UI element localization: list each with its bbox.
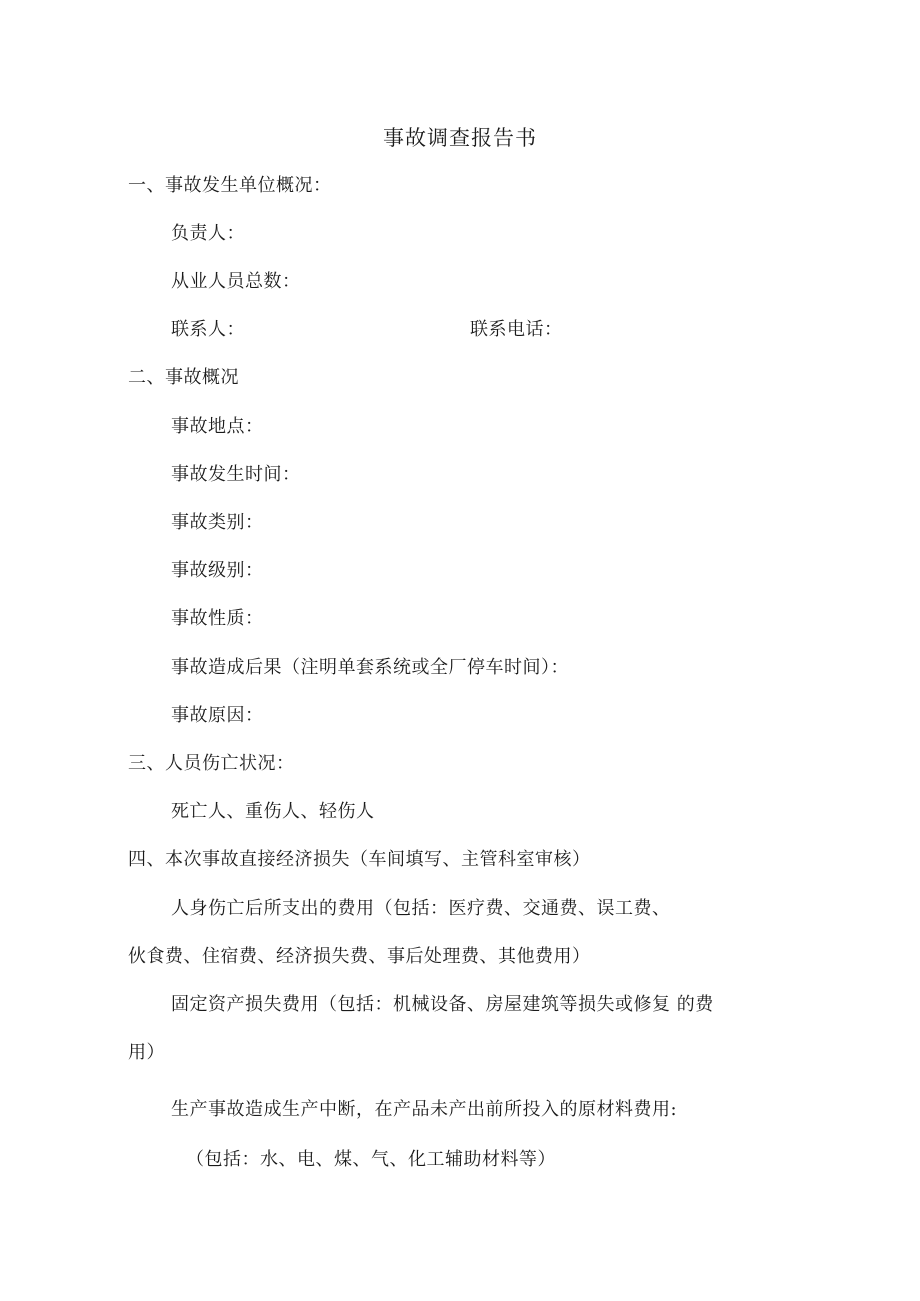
section3-heading: 三、人员伤亡状况： <box>128 753 295 774</box>
responsible-person-label: 负责人： <box>171 223 245 244</box>
section1-heading: 一、事故发生单位概况： <box>128 175 332 196</box>
accident-cause-label: 事故原因： <box>171 705 264 726</box>
contact-person-label: 联系人： <box>171 319 245 340</box>
accident-location-label: 事故地点： <box>171 416 264 437</box>
asset-costs-line1: 固定资产损失费用（包括：机械设备、房屋建筑等损失或修复 的费 <box>171 994 714 1015</box>
total-employees-label: 从业人员总数： <box>171 271 301 292</box>
section2-heading: 二、事故概况 <box>128 367 239 388</box>
document-title: 事故调查报告书 <box>383 126 537 150</box>
accident-consequence-label: 事故造成后果（注明单套系统或全厂停车时间）： <box>171 657 569 678</box>
accident-level-label: 事故级别： <box>171 560 264 581</box>
production-costs-line: 生产事故造成生产中断，在产品未产出前所投入的原材料费用: <box>171 1099 678 1120</box>
contact-phone-label: 联系电话： <box>470 319 563 340</box>
accident-category-label: 事故类别： <box>171 512 264 533</box>
injury-costs-line2: 伙食费、住宿费、经济损失费、事后处理费、其他费用） <box>128 946 591 967</box>
production-costs-detail: （包括：水、电、煤、气、化工辅助材料等） <box>186 1149 556 1170</box>
accident-nature-label: 事故性质： <box>171 608 264 629</box>
section4-heading: 四、本次事故直接经济损失（车间填写、主管科室审核） <box>128 849 591 870</box>
accident-time-label: 事故发生时间： <box>171 464 301 485</box>
casualties-line: 死亡人、重伤人、轻伤人 <box>171 801 375 822</box>
injury-costs-line1: 人身伤亡后所支出的费用（包括：医疗费、交通费、误工费、 <box>171 898 671 919</box>
asset-costs-line2: 用） <box>128 1042 165 1063</box>
